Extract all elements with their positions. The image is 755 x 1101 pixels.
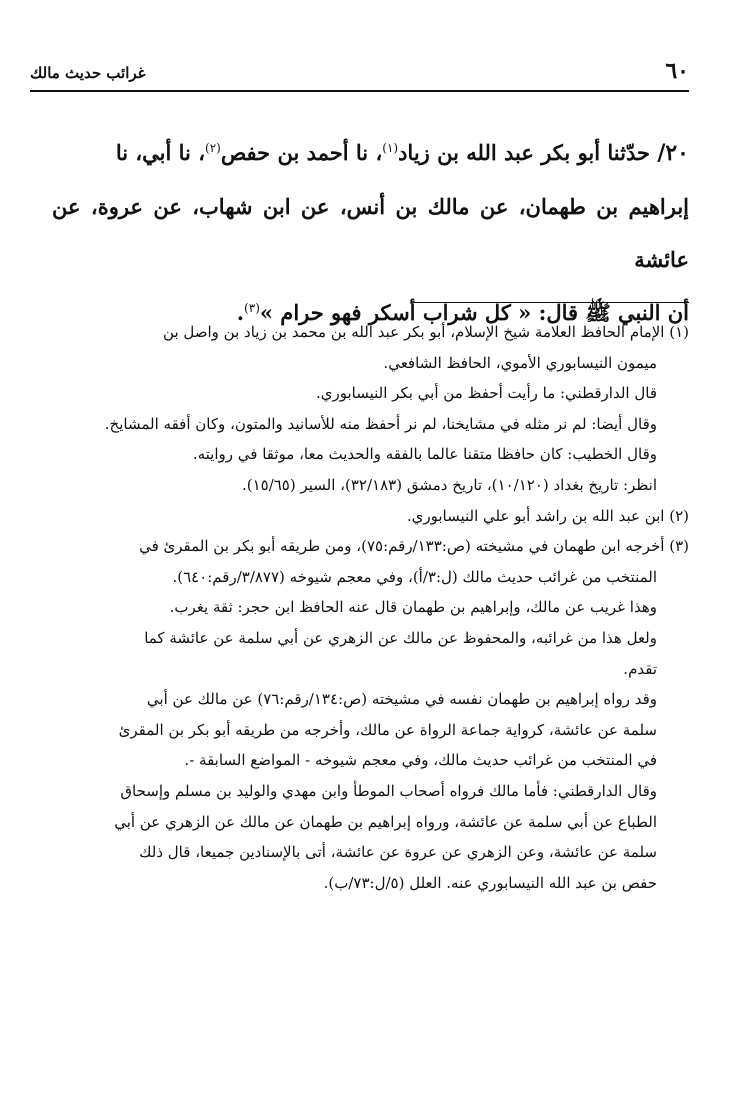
hadith-text bbox=[52, 126, 689, 339]
footnote-3-line: وقال الدارقطني: فأما مالك فرواه أصحاب الموطأ وابن مهدي والوليد بن مسلم وإسحاق bbox=[120, 781, 657, 800]
footnote-1-line: ميمون النيسابوري الأموي، الحافظ الشافعي. bbox=[383, 353, 657, 372]
hadith-line: إبراهيم بن طهمان، عن مالك بن أنس، عن ابن شهاب، عن عروة، عن عائشة bbox=[52, 194, 689, 272]
footnote-1-line: قال الدارقطني: ما رأيت أحفظ من أبي بكر النيسابوري. bbox=[315, 384, 657, 403]
hadith-number: ٢٠/ bbox=[657, 140, 689, 166]
footnote-1-line: (١) الإمام الحافظ العلامة شيخ الإسلام، أبو بكر عبد الله بن محمد بن زياد بن واصل بن bbox=[163, 323, 689, 341]
footnote-ref-1: (١) bbox=[382, 141, 399, 155]
footnote-3-line: ولعل هذا من غرائبه، والمحفوظ عن مالك عن الزهري عن أبي سلمة عن عائشة كما bbox=[144, 628, 657, 647]
page-header bbox=[30, 56, 689, 92]
footnote-3-line: وهذا غريب عن مالك، وإبراهيم بن طهمان قال عنه الحافظ ابن حجر: ثقة يغرب. bbox=[169, 598, 657, 617]
hadith-line bbox=[52, 126, 689, 180]
hadith-isnad-part: حدّثنا أبو بكر عبد الله بن زياد bbox=[398, 140, 650, 165]
footnote-3-line: سلمة عن عائشة، كرواية جماعة الرواة عن مالك، وأخرجه من طريقه أبو بكر بن المقرئ bbox=[118, 720, 657, 739]
footnote-3-line: (٣) أخرجه ابن طهمان في مشيخته (ص:١٣٣/رقم:٧٥)، ومن طريقه أبو بكر بن المقرئ في bbox=[139, 537, 689, 556]
page-number: ٦٠ bbox=[665, 58, 689, 84]
footnote-1-line: وقال الخطيب: كان حافظا متقنا عالما بالفقه والحديث معا، موثقا في روايته. bbox=[192, 445, 657, 464]
footnote-ref-3: (٣) bbox=[244, 301, 260, 315]
footnote-1-line: انظر: تاريخ بغداد (١٠/١٢٠)، تاريخ دمشق (٣٢/١٨٣)، السير (١٥/٦٥). bbox=[241, 475, 657, 494]
hadith-isnad-part: ، نا أحمد بن حفص bbox=[220, 140, 383, 165]
footnote-3-line: حفص بن عبد الله النيسابوري عنه. العلل (٥/ل:٧٣/ب). bbox=[323, 873, 657, 892]
footnote-separator bbox=[414, 302, 689, 303]
hadith-matn: أن النبي ﷺ قال: « كل شراب أسكر فهو حرام » bbox=[259, 300, 689, 325]
footnote-1-line: وقال أيضا: لم نر مثله في مشايخنا، لم نر أحفظ منه للأسانيد والمتون، وكان أفقه المشايخ. bbox=[104, 414, 657, 433]
footnote-3-line: الطباع عن أبي سلمة عن عائشة، ورواه إبراهيم بن طهمان عن مالك عن الزهري عن أبي bbox=[114, 812, 657, 831]
hadith-end: . bbox=[236, 300, 245, 325]
footnotes bbox=[52, 317, 689, 898]
hadith-isnad-part: ، نا أبي، نا bbox=[115, 140, 205, 165]
footnote-ref-2: (٢) bbox=[205, 141, 221, 155]
footnote-3-line: وقد رواه إبراهيم بن طهمان نفسه في مشيخته (ص:١٣٤/رقم:٧٦) عن مالك عن أبي bbox=[146, 690, 657, 709]
footnote-3-line: سلمة عن عائشة، وعن الزهري عن عروة عن عائشة، أتى بالإسنادين جميعا، قال ذلك bbox=[139, 843, 657, 862]
footnote-3-line: في المنتخب من غرائب حديث مالك، وفي معجم شيوخه - المواضع السابقة -. bbox=[184, 751, 657, 770]
footnote-3-line: تقدم. bbox=[623, 659, 657, 678]
footnote-3-line: المنتخب من غرائب حديث مالك (ل:٣/أ)، وفي معجم شيوخه (٣/٨٧٧/رقم:٦٤٠). bbox=[172, 567, 657, 586]
running-title: غرائب حديث مالك bbox=[30, 64, 146, 82]
footnote-2-line: (٢) ابن عبد الله بن راشد أبو علي النيسابوري. bbox=[406, 506, 689, 525]
